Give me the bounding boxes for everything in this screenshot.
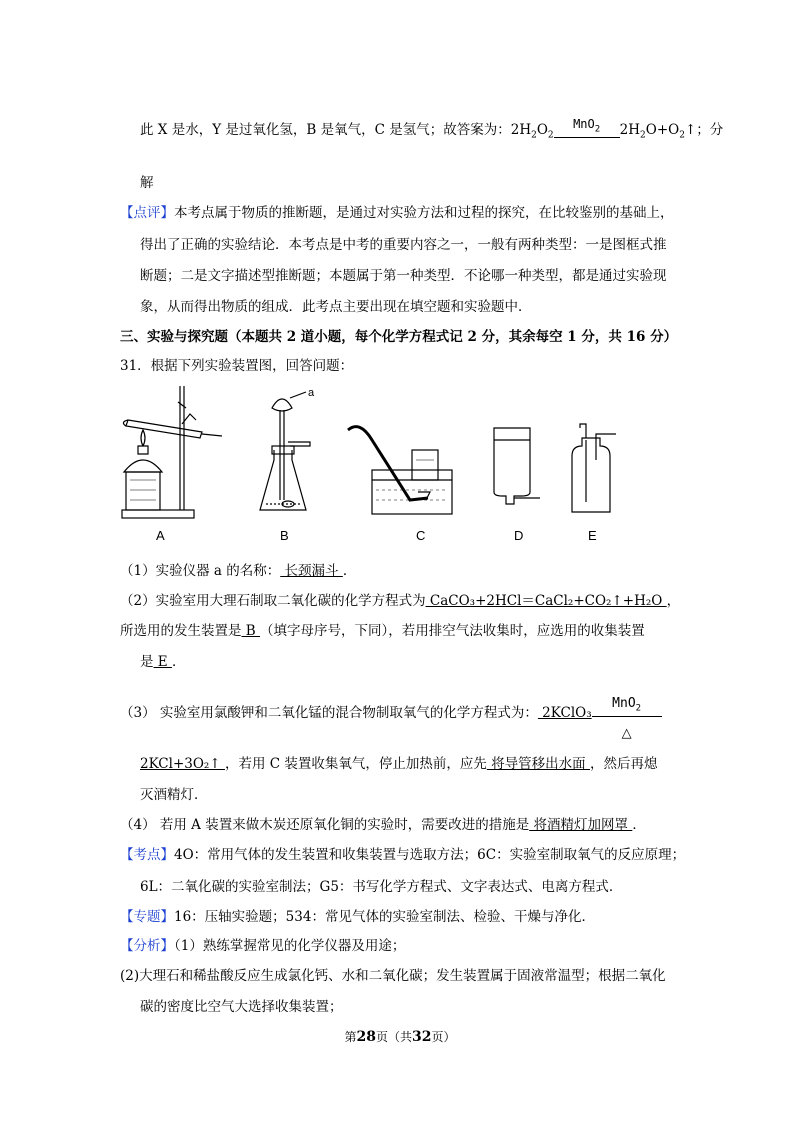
- q3-line-3: 灭酒精灯．: [140, 787, 208, 803]
- kaodian-line-2: 6L：二氧化碳的实验室制法；G5：书写化学方程式、文字表达式、电离方程式．: [140, 879, 623, 895]
- apparatus-figure: [110, 380, 630, 550]
- label-d: D: [514, 528, 524, 543]
- fenxi-tag: 【分析】: [120, 938, 174, 954]
- catalyst-arrow: MnO$_2$: [554, 117, 620, 137]
- apparatus-b: [260, 392, 310, 510]
- q4-answer: 将酒精灯加网罩: [529, 817, 633, 833]
- fenxi-line-3: 碳的密度比空气大选择收集装置；: [140, 999, 343, 1015]
- label-e: E: [588, 528, 597, 543]
- section-heading: 三、实验与探究题（本题共 2 道小题，每个化学方程式记 2 分，其余每空 1 分，共 16 分）: [120, 329, 678, 345]
- q3-step-answer: 将导管移出水面: [486, 756, 590, 772]
- fenxi-line-2: (2)大理石和稀盐酸反应生成氯化钙、水和二氧化碳；发生装置属于固液常温型；根据二氧化: [120, 968, 666, 984]
- apparatus-d: [494, 428, 540, 504]
- q3-reaction-condition: MnO$_2$ △: [592, 697, 662, 717]
- apparatus-e: [572, 424, 616, 512]
- label-a: A: [156, 528, 165, 543]
- page-total: 32: [412, 1029, 432, 1045]
- kaodian-line-1: 【考点】4O：常用气体的发生装置和收集装置与选取方法；6C：实验室制取氧气的反应原理；: [120, 847, 686, 863]
- answer-line-2: 解: [140, 175, 154, 191]
- q3-answer-part1: 2KClO₃: [537, 705, 592, 721]
- apparatus-a: [122, 386, 222, 518]
- dianping-tag: 【点评】: [120, 205, 174, 221]
- q3-line-2: 2KCl+3O₂↑ ，若用 C 装置收集氧气，停止加热前，应先 将导管移出水面 ，然后再熄: [140, 756, 658, 772]
- q2-line-2: 所选用的发生装置是 B （填字母序号，下同），若用排空气法收集时，应选用的收集装置: [120, 623, 645, 639]
- q2-line-1: （2）实验室用大理石制取二氧化碳的化学方程式为 CaCO₃+2HCl＝CaCl₂+CO₂↑+H₂O ，: [120, 593, 681, 609]
- q2-device-answer: B: [241, 623, 261, 639]
- apparatus-c: [348, 427, 452, 514]
- label-b: B: [280, 528, 289, 543]
- zhuanti-line: 【专题】16：压轴实验题；534：常见气体的实验室制法、检验、干燥与净化．: [120, 909, 595, 925]
- q3-line-1: （3） 实验室用氯酸钾和二氧化锰的混合物制取氧气的化学方程式为： 2KClO₃ MnO$_2$ △: [120, 703, 662, 723]
- question-31: 31．根据下列实验装置图，回答问题：: [120, 358, 354, 374]
- label-c: C: [416, 528, 426, 543]
- q2-line-3: 是 E ．: [140, 654, 186, 670]
- dianping-line-4: 象，从而得出物质的组成．此考点主要出现在填空题和实验题中．: [140, 299, 532, 315]
- q1-answer: 长颈漏斗: [280, 563, 343, 579]
- page-footer: 第28页（共32页）: [344, 1029, 456, 1045]
- page-number: 28: [356, 1029, 376, 1045]
- zhuanti-tag: 【专题】: [120, 909, 174, 925]
- q2-equation-answer: CaCO₃+2HCl＝CaCl₂+CO₂↑+H₂O: [425, 593, 667, 609]
- dianping-line-3: 断题；二是文字描述型推断题；本题属于第一种类型．不论哪一种类型，都是通过实验现: [140, 268, 667, 284]
- q2-collect-answer: E: [153, 654, 172, 670]
- q1-line: （1）实验仪器 a 的名称： 长颈漏斗 ．: [120, 563, 357, 579]
- fenxi-line-1: 【分析】（1）熟练掌握常见的化学仪器及用途；: [120, 938, 406, 954]
- dianping-line-1: 【点评】本考点属于物质的推断题，是通过对实验方法和过程的探究，在比较鉴别的基础上，: [120, 205, 674, 221]
- dianping-line-2: 得出了正确的实验结论．本考点是中考的重要内容之一，一般有两种类型：一是图框式推: [140, 237, 667, 253]
- q3-answer-part2: 2KCl+3O₂↑: [140, 756, 225, 772]
- answer-line-1: 此 X 是水，Y 是过氧化氢，B 是氧气，C 是氢气；故答案为：$2H_2O_2$ MnO$_2$ $2H_2O+O_2↑$；分: [140, 117, 724, 141]
- q4-line: （4） 若用 A 装置来做木炭还原氧化铜的实验时，需要改进的措施是 将酒精灯加网罩 ．: [120, 817, 646, 833]
- kaodian-tag: 【考点】: [120, 847, 174, 863]
- funnel-label-a: a: [308, 387, 315, 399]
